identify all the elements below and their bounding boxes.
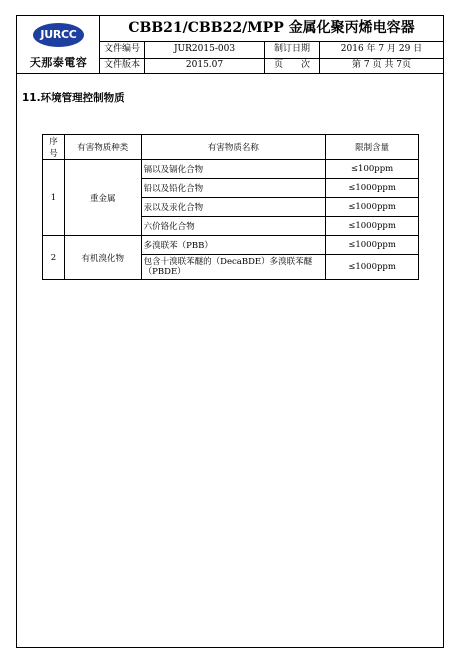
table-row xyxy=(43,160,419,179)
substance-name: 包含十溴联苯醚的（DecaBDE）多溴联苯醚（PBDE） xyxy=(141,255,325,280)
date-value: 2016 年 7 月 29 日 xyxy=(340,44,423,54)
date-label: 制订日期 xyxy=(265,42,320,58)
company-logo: JURCC xyxy=(33,23,84,47)
doc-number-label: 文件编号 xyxy=(100,42,145,58)
substance-limit: ≤100ppm xyxy=(326,160,419,179)
logo-cell xyxy=(17,16,100,73)
company-name: 天那泰電容 xyxy=(29,56,88,69)
group-category: 重金属 xyxy=(64,160,141,236)
substance-name: 铅以及铅化合物 xyxy=(141,179,325,198)
page-value: 第 7 页 共 7页 xyxy=(352,60,411,70)
document-header xyxy=(17,16,443,74)
meta-row-1 xyxy=(100,42,443,59)
group-category: 有机溴化物 xyxy=(64,236,141,280)
substance-name: 汞以及汞化合物 xyxy=(141,198,325,217)
document-page xyxy=(16,15,444,648)
hazardous-substances-table xyxy=(42,134,419,280)
version-label: 文件版本 xyxy=(100,58,145,74)
col-header-category: 有害物质种类 xyxy=(64,135,141,160)
page-label: 页 次 xyxy=(265,58,320,74)
document-title: CBB21/CBB22/MPP 金属化聚丙烯电容器 xyxy=(100,16,443,42)
version-value: 2015.07 xyxy=(145,58,265,74)
col-header-name: 有害物质名称 xyxy=(141,135,325,160)
col-header-no: 序号 xyxy=(43,135,65,160)
table-header-row xyxy=(43,135,419,160)
group-no: 1 xyxy=(43,160,65,236)
section-title: 11.环境管理控制物质 xyxy=(22,92,125,104)
substance-limit: ≤1000ppm xyxy=(326,217,419,236)
substance-limit: ≤1000ppm xyxy=(326,236,419,255)
substance-name: 多溴联苯（PBB） xyxy=(141,236,325,255)
table-row xyxy=(43,236,419,255)
substance-limit: ≤1000ppm xyxy=(326,198,419,217)
substance-name: 六价铬化合物 xyxy=(141,217,325,236)
group-no: 2 xyxy=(43,236,65,280)
substance-name: 镉以及镉化合物 xyxy=(141,160,325,179)
meta-row-2 xyxy=(100,58,443,74)
substance-limit: ≤1000ppm xyxy=(326,179,419,198)
substance-limit: ≤1000ppm xyxy=(326,255,419,280)
doc-number-value: JUR2015-003 xyxy=(145,42,265,58)
header-divider xyxy=(17,73,443,74)
col-header-limit: 限制含量 xyxy=(326,135,419,160)
